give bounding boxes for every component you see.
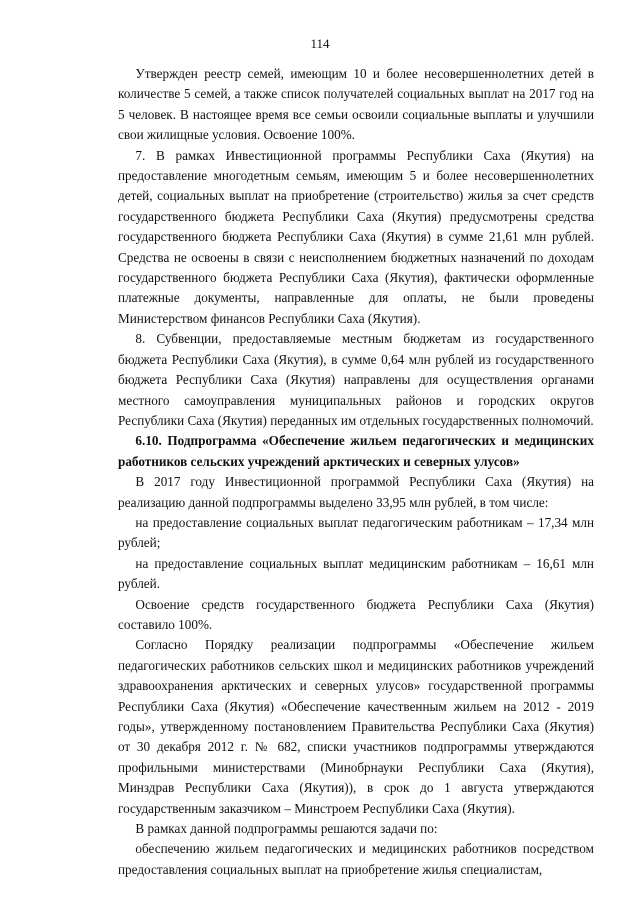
- paragraph-budget-execution: Освоение средств государственного бюджета Республики Саха (Якутия) составило 100%.: [118, 596, 594, 632]
- paragraph-item-7: 7. В рамках Инвестиционной программы Республики Саха (Якутия) на предоставление многодетным семьям, имеющим 5 и более несовершеннолетних детей, социальных выплат на приобретение (строительство) жилья за счет средств государственного бюджета Республики Саха (Якутия) предусмотрены средства государственного бюджета Республики Саха (Якутия) в сумме 21,61 млн рублей. Средства не освоены в связи с неисполнением бюджетных назначений по доходам государственного бюджета Республики Саха (Якутия), фактически оформленные платежные документы, направленные для оплаты, не были проведены Министерством финансов Республики Саха (Якутия).: [118, 147, 594, 326]
- paragraph-item-8: 8. Субвенции, предоставляемые местным бюджетам из государственного бюджета Республики Саха (Якутия), в сумме 0,64 млн рублей из государственного бюджета Республики Саха (Якутия) направлены для осуществления органами местного самоуправления муниципальных районов и городских округов Республики Саха (Якутия) переданных им отдельных государственных полномочий.: [118, 331, 594, 428]
- paragraph-allocation: В 2017 году Инвестиционной программой Республики Саха (Якутия) на реализацию данной подпрограммы выделено 33,95 млн рублей, в том числе:: [118, 474, 594, 510]
- paragraph-task-housing: обеспечению жильем педагогических и медицинских работников посредством предоставления социальных выплат на приобретение жилья специалистам,: [118, 841, 594, 877]
- section-heading-6-10: 6.10. Подпрограмма «Обеспечение жильем педагогических и медицинских работников сельских учреждений арктических и северных улусов»: [118, 433, 594, 469]
- paragraph-tasks-intro: В рамках данной подпрограммы решаются задачи по:: [135, 821, 438, 837]
- document-body: [118, 64, 594, 880]
- paragraph-teachers-payments: на предоставление социальных выплат педагогическим работникам – 17,34 млн рублей;: [118, 514, 594, 551]
- page-number: 114: [310, 36, 330, 51]
- paragraph-registry: Утвержден реестр семей, имеющим 10 и более несовершеннолетних детей в количестве 5 семей, а также список получателей социальных выплат на 2017 год на 5 человек. В настоящее время все семьи освоили социальные выплаты и улучшили свои жилищные условия. Освоение 100%.: [118, 66, 594, 143]
- paragraph-medical-payments: на предоставление социальных выплат медицинским работникам – 16,61 млн рублей.: [118, 555, 594, 592]
- paragraph-procedure: Согласно Порядку реализации подпрограммы «Обеспечение жильем педагогических работников сельских школ и медицинских работников учреждений здравоохранения арктических и северных улусов» государственной программы Республики Саха (Якутия) «Обеспечение качественным жильем на 2012 - 2019 годы», утвержденному постановлением Правительства Республики Саха (Якутия) от 30 декабря 2012 г. № 682, списки участников подпрограммы утверждаются профильными министерствами (Минобрнауки Республики Саха (Якутия), Минздрав Республики Саха (Якутия)), в срок до 1 августа утверждаются государственным заказчиком – Минстроем Республики Саха (Якутия).: [118, 637, 594, 816]
